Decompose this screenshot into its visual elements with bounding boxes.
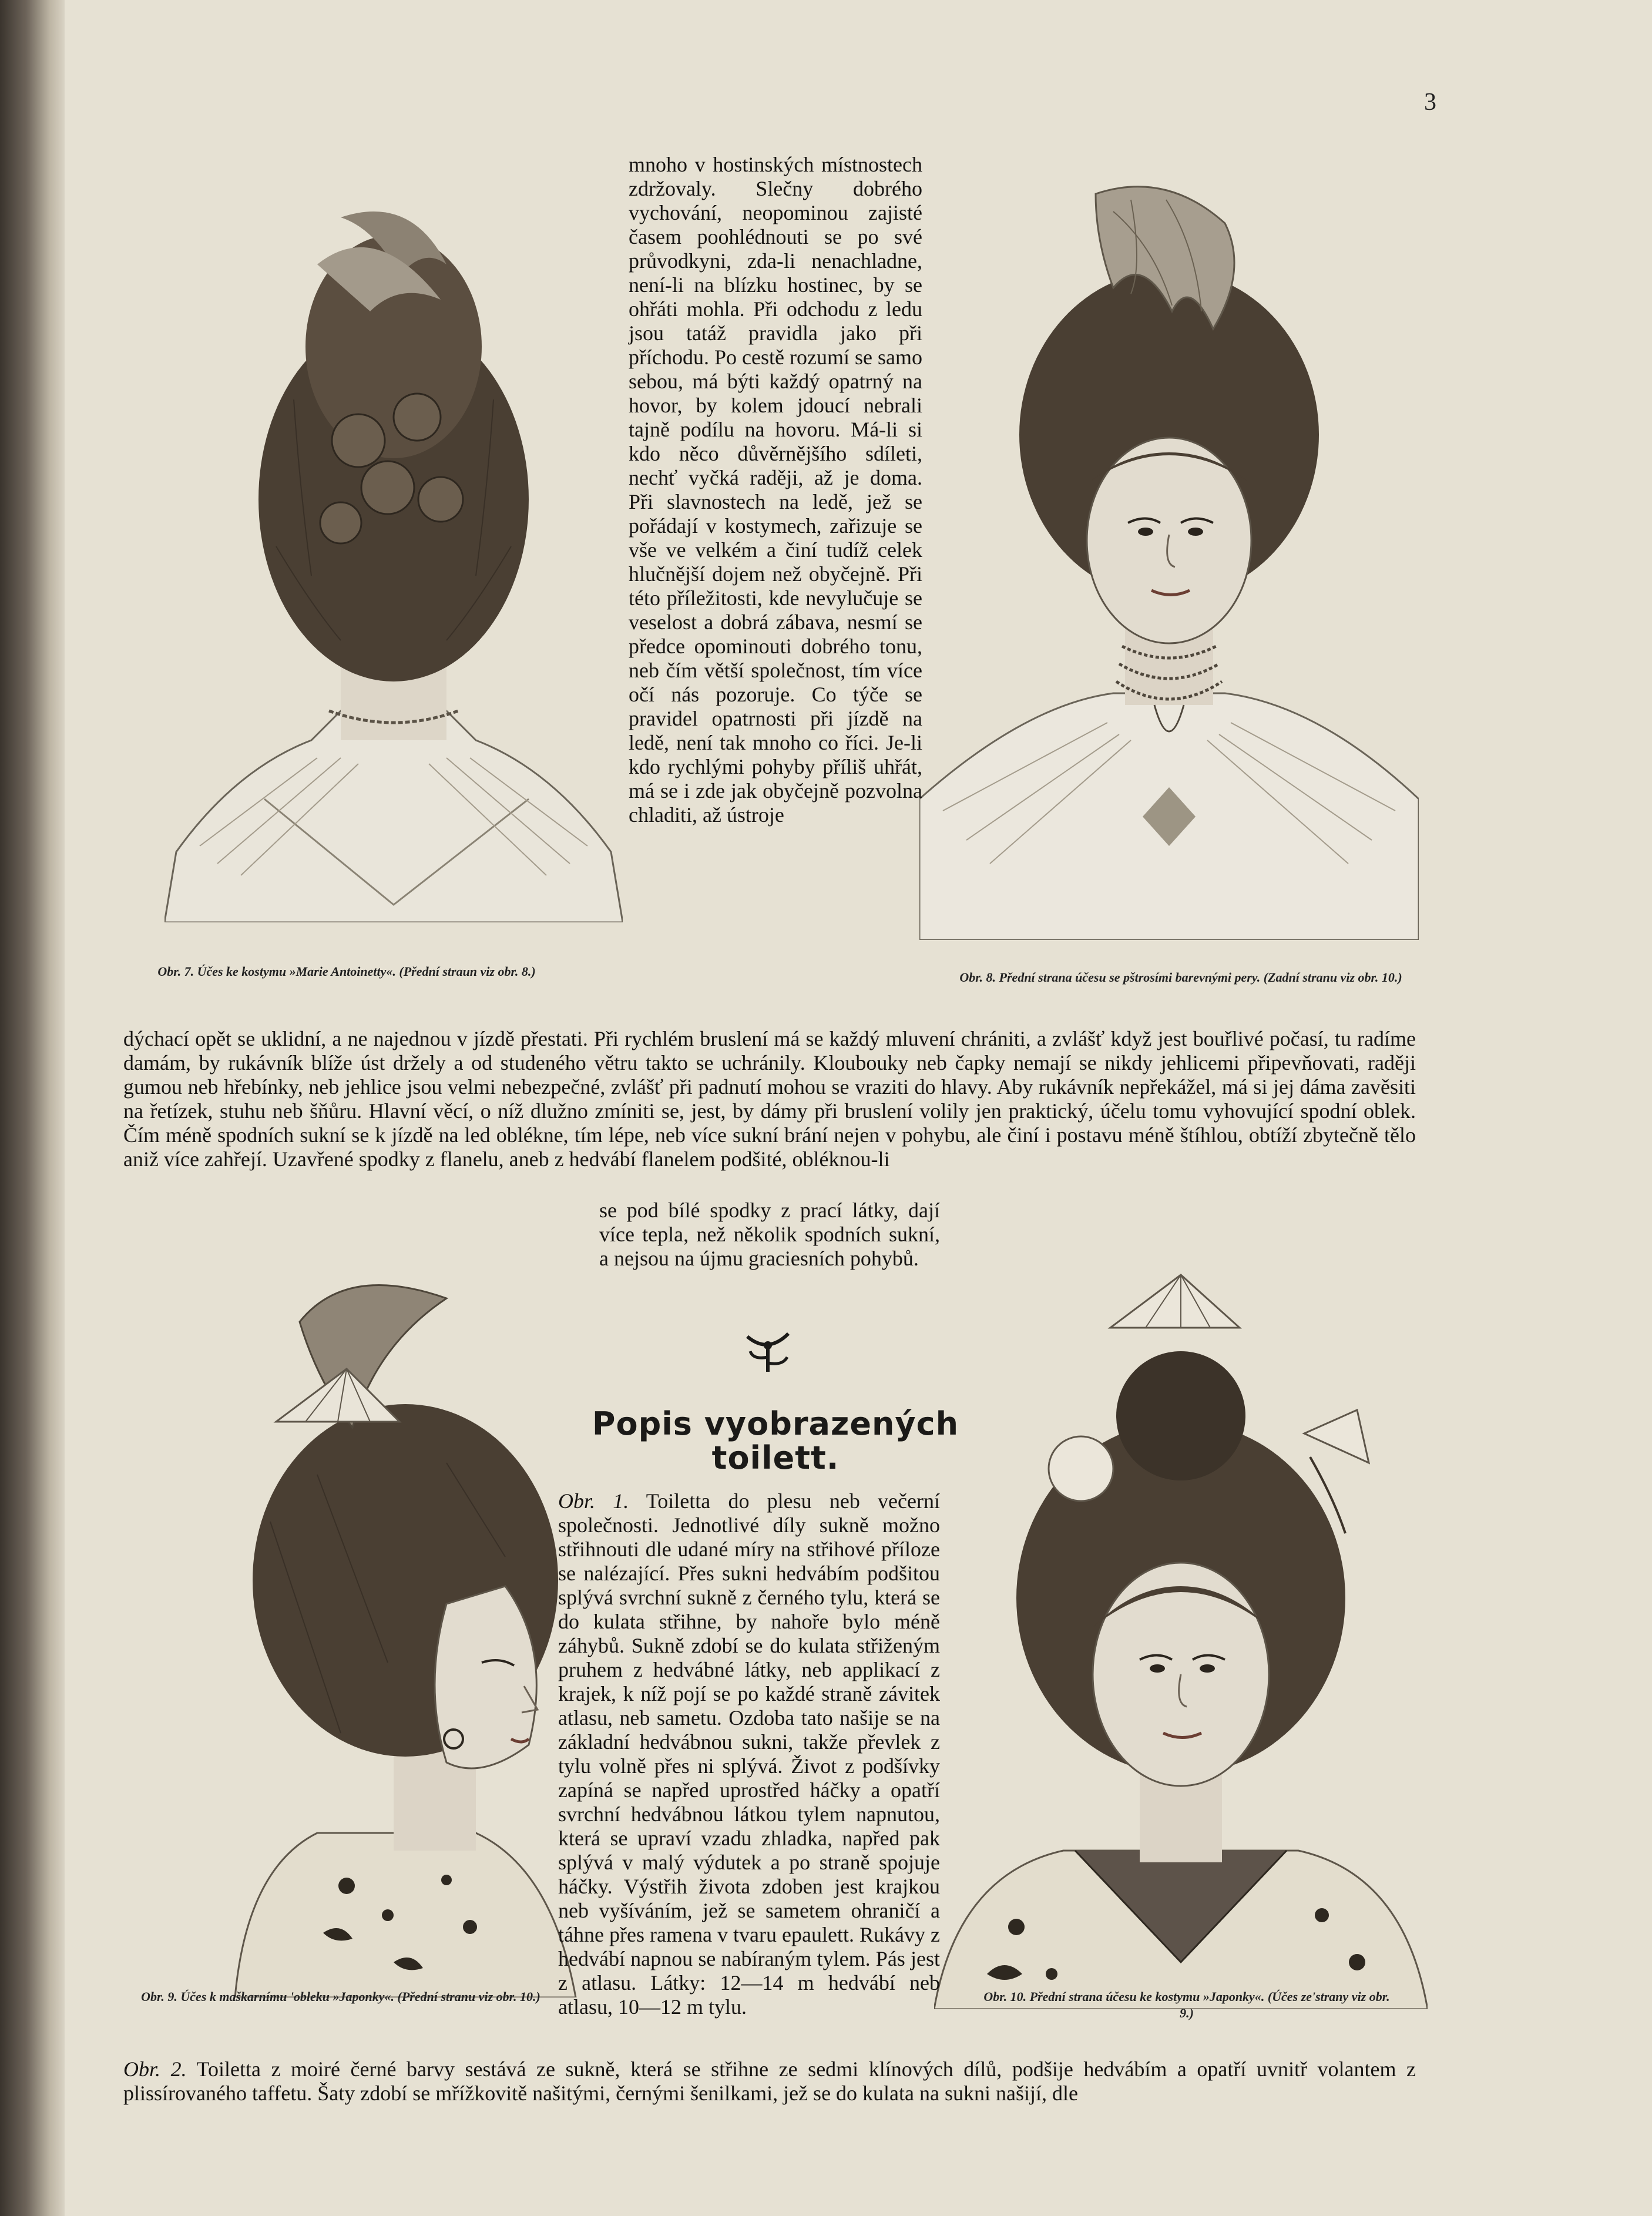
article-center-continuation: se pod bílé spodky z prací látky, dají více tepla, než několik spodních sukní, a nejsou na újmu graciesních pohybů. bbox=[599, 1198, 940, 1270]
obr2-label: Obr. 2. bbox=[123, 2057, 187, 2081]
obr1-text: Toiletta do plesu neb večerní společnosti. Jednotlivé díly sukně možno střihnouti dle udané míry na střihové příloze se nalézající. Přes sukni hedvábím podšitou splývá svrchní sukně z černého tylu, která se do kulata střihne, by nahoře bylo méně záhybů. Sukně zdobí se do kulata střiženým pruhem z hedvábné látky, neb applikací z krajek, k níž pojí se po každé straně závitek atlasu, neb sametu. Ozdoba tato našije se na základní hedvábnou sukni, takže převlek z tylu volně přes ni splývá. Život z podšívky zapíná se napřed uprostřed háčky a opatří svrchní hedvábnou látkou tylem napnutou, která se upraví vzadu zhladka, napřed pak splývá v malý výdutek a po straně spojuje háčky. Výstřih života zdoben jest krajkou neb vyšíváním, jež se sametem ohraničí a táhne přes ramena v tvaru epaulett. Rukávy z hedvábí napnou se nabíraným tylem. Pás jest z atlasu. Látky: 12—14 m hedvábí neb atlasu, 10—12 m tylu. bbox=[558, 1489, 940, 2019]
illustration-fig9-hairstyle-side bbox=[200, 1275, 611, 1997]
article-column-text: mnoho v hostinských místnostech zdržovaly. Slečny dobrého vychování, neopominou zajisté časem poohlédnouti se po své průvodkyni, zda-li nenachladne, není-li na blízku hostinec, by se ohřáti mohla. Při odchodu z ledu jsou tatáž pravidla jako při příchodu. Po cestě rozumí se samo sebou, má býti každý opatrný na hovor, by kolem jdoucí nebrali tajně podílu na hovoru. Má-li si kdo něco důvěrnějšího sdíleti, nechť vyčká raději, až je doma. Při slavnostech na ledě, jež se pořádají v kostymech, zařizuje se vše ve velkém a činí tudíž celek hlučnější dojem než obyčejně. Při této příležitosti, kde nevylučuje se veselost a dobrá zábava, nesmí se předce opominouti dobrého tonu, neb čím větší společnost, tím více očí nás pozoruje. Co týče se pravidel opatrnosti při jízdě na ledě, není tak mnoho co říci. Je-li kdo rychlými pohyby příliš uhřát, má se i zde jak obyčejně pozvolna chladiti, až ústroje bbox=[629, 153, 922, 827]
caption-fig8: Obr. 8. Přední strana účesu se pštrosími barevnými pery. (Zadní stranu viz obr. 10.) bbox=[959, 970, 1402, 985]
book-spine bbox=[0, 0, 65, 2216]
section-heading: Popis vyobrazených toilett. bbox=[592, 1405, 959, 1476]
obr2-text: Toiletta z moiré černé barvy sestává ze sukně, která se střihne ze sedmi klínových dílů, podšije hedvábím a opatří uvnitř volantem z plissírovaného taffetu. Šaty zdobí se mřížkovitě našitými, černými šenilkami, jež se do kulata na sukni našijí, dle bbox=[123, 2057, 1416, 2105]
article-full-width-text: dýchací opět se uklidní, a ne najednou v jízdě přestati. Při rychlém bruslení má se každý mluvení chrániti, a zvlášť když jest bouřlivé počasí, tu radíme damám, by rukávník blíže úst držely a od studeného větru takto se uchránily. Kloubouky neb čapky nemají se nikdy jehlicemi připevňovati, raději gumou neb hřebínky, neb jehlice jsou velmi nebezpečné, zvlášť při padnutí mohou se vraziti do hlavy. Aby rukávník nepřekážel, má si jej dáma zavěsiti na řetízek, stuhu neb šňůru. Hlavní věcí, o níž dlužno zmíniti se, jest, by dámy při bruslení volily jen praktický, účelu tomu vyhovující spodní oblek. Čím méně spodních sukní se k jízdě na led oblékne, tím lépe, neb více sukní brání nejen v pohybu, ale činí i postavu méně štíhlou, obtíží zbytečně tělo aniž více zahřejí. Uzavřené spodky z flanelu, aneb z hedvábí flanelem podšité, obléknou-li bbox=[123, 1027, 1416, 1171]
floral-ornament-icon bbox=[741, 1322, 794, 1375]
page-number: 3 bbox=[1424, 89, 1436, 116]
illustration-fig7-hairstyle-back bbox=[164, 194, 623, 922]
illustration-fig8-hairstyle-front bbox=[919, 176, 1419, 940]
description-obr2 bbox=[123, 2057, 1416, 2106]
illustration-fig10-hairstyle-front-japanese bbox=[934, 1269, 1428, 2009]
caption-fig10: Obr. 10. Přední strana účesu ke kostymu »Japonky«. (Účes ze'strany viz obr. 9.) bbox=[983, 1989, 1390, 2020]
description-obr1 bbox=[558, 1489, 940, 2019]
obr1-label: Obr. 1. bbox=[558, 1489, 629, 1513]
caption-fig9: Obr. 9. Účes k maškarnímu 'obleku »Japonky«. (Přední stranu viz obr. 10.) bbox=[141, 1989, 540, 2004]
caption-fig7: Obr. 7. Účes ke kostymu »Marie Antoinetty«. (Přední straun viz obr. 8.) bbox=[157, 964, 536, 979]
